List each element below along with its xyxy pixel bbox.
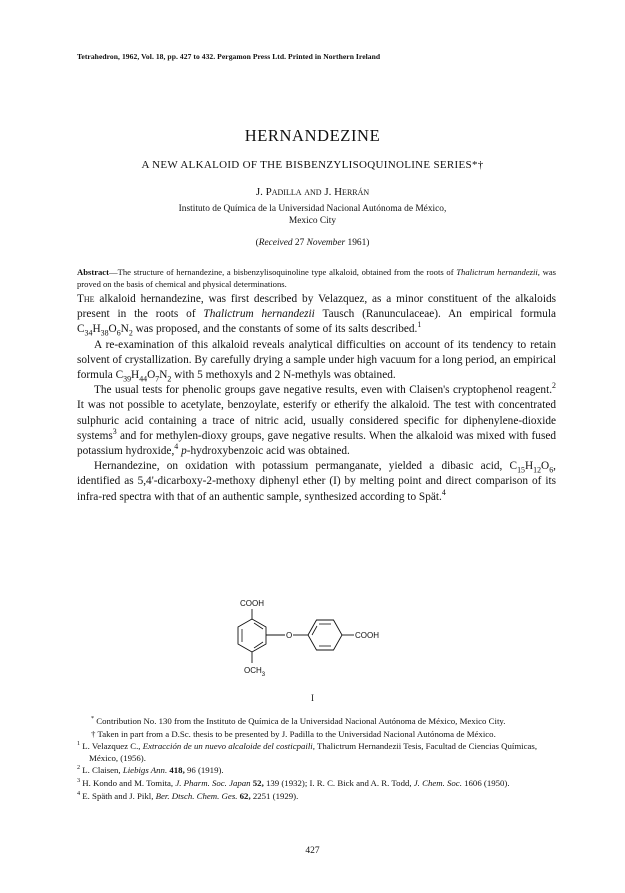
journal-citation-line: Tetrahedron, 1962, Vol. 18, pp. 427 to 432. Pergamon Press Ltd. Printed in Northern Ireland	[77, 52, 381, 61]
p1-lead: The	[77, 293, 95, 305]
abstract-dash: —	[108, 267, 118, 277]
affiliation	[0, 203, 625, 227]
p3-text: and for methylen-dioxy groups, gave negative results. When the alkaloid was mixed with fused potassium hydroxide,	[77, 429, 556, 458]
reference-4	[77, 791, 556, 803]
reference-volume: 62,	[237, 790, 251, 801]
reference-journal: Liebigs Ann.	[122, 765, 168, 776]
reference-volume: 418,	[167, 765, 185, 776]
received-date	[0, 238, 625, 248]
reference-marker: 2	[552, 381, 556, 391]
p4-text: Hernandezine, on oxidation with potassium permanganate, yielded a dibasic acid, C	[94, 460, 518, 473]
reference-journal: Ber. Dtsch. Chem. Ges.	[155, 790, 238, 801]
received-label: Received	[258, 238, 293, 248]
formula-subscript: 39	[123, 374, 132, 384]
received-month: November	[306, 238, 346, 248]
reference-marker: 3	[112, 427, 117, 437]
article-body	[77, 292, 556, 505]
reference-volume: 52,	[250, 777, 264, 788]
reference-marker: 4	[441, 487, 446, 497]
received-year: 1961)	[345, 238, 370, 248]
p1-species: Thalictrum hernandezii	[203, 308, 315, 321]
chemical-structure-diagram	[232, 597, 402, 707]
reference-number: 4	[77, 790, 81, 797]
reference-journal: J. Chem. Soc.	[413, 777, 462, 788]
formula-subscript: 15	[517, 465, 525, 475]
reference-marker: 4	[174, 442, 179, 452]
reference-3	[77, 778, 556, 790]
footnotes	[77, 716, 556, 803]
paragraph-4	[77, 459, 556, 505]
reference-marker: 1	[417, 320, 422, 330]
formula-subscript: 34	[84, 328, 93, 338]
abstract-species: Thalictrum hernandezii	[456, 267, 538, 277]
p2-text: A re-examination of this alkaloid reveals analytical difficulties on account of its tendency to retain solvent of crystallization. By carefully drying a sample under high vacuum for a long period, an empirical formula C	[77, 338, 556, 382]
p1-text: N	[120, 323, 129, 336]
p2-text: with 5 methoxyls and 2 N-methyls was obtained.	[171, 369, 396, 382]
double-bond	[254, 642, 263, 648]
double-bond	[254, 623, 263, 629]
formula-subscript: 44	[139, 374, 148, 384]
abstract	[77, 266, 556, 290]
formula-subscript: 7	[155, 374, 160, 384]
footnote-dagger	[77, 729, 556, 741]
received-open: (	[255, 238, 259, 248]
article-subtitle: A NEW ALKALOID OF THE BISBENZYLISOQUINOLINE SERIES*†	[141, 159, 484, 171]
reference-text: 2251 (1929).	[250, 790, 299, 801]
reference-title: Extracción de un nuevo alcaloide del costicpaili,	[142, 741, 315, 752]
p2-text: O	[147, 369, 156, 382]
reference-text: L. Velazquez C.,	[80, 741, 143, 752]
reference-number: 1	[77, 741, 81, 748]
received-day: 27	[292, 238, 307, 248]
p3-text: -hydroxybenzoic acid was obtained.	[186, 445, 350, 458]
compound-number: I	[311, 693, 314, 703]
reference-journal: J. Pharm. Soc. Japan	[175, 777, 251, 788]
reference-text: 139 (1932); I. R. C. Bick and A. R. Todd,	[263, 777, 414, 788]
methoxy-subscript: 3	[261, 672, 266, 678]
article-title: HERNANDEZINE	[244, 126, 381, 145]
p3-para-prefix: p	[181, 445, 187, 458]
formula-subscript: 6	[116, 328, 121, 338]
p1-text: O	[108, 323, 117, 336]
formula-subscript: 12	[533, 465, 542, 475]
reference-text: Thalictrum Hernandezii Tesis, Facultad de Ciencias Químicas, México, (1956).	[89, 741, 538, 763]
footnote-mark: †	[91, 728, 96, 739]
p3-text: The usual tests for phenolic groups gave negative results, even with Claisen's cryptophenol reagent.	[94, 384, 553, 397]
footnote-text: Contribution No. 130 from the Instituto de Química de la Universidad Nacional Autónoma de México, Mexico City.	[94, 716, 506, 726]
reference-2	[77, 765, 556, 777]
p3-text: It was not possible to acetylate, benzoylate, esterify or etherify the alkaloid. The test with concentrated sulphuric acid containing a trace of nitric acid, usually considered specific for diphenylene-dioxide systems	[77, 399, 556, 442]
reference-text: E. Späth and J. Pikl,	[80, 790, 156, 801]
reference-text: H. Kondo and M. Tomita,	[80, 777, 176, 788]
author-line: J. Padilla and J. Herrán	[255, 186, 370, 198]
p2-text: N	[159, 369, 168, 382]
paragraph-2	[77, 338, 556, 384]
abstract-text-1: The structure of hernandezine, a bisbenzylisoquinoline type alkaloid, obtained from the roots of	[117, 267, 457, 277]
p1-text: H	[92, 323, 101, 336]
p4-text: H	[524, 460, 534, 473]
affiliation-line-2: Mexico City	[288, 216, 337, 226]
p1-text: was proposed, and the constants of some of its salts described.	[132, 323, 418, 336]
abstract-text-2: , was proved on the basis of chemical and physical determinations.	[77, 267, 556, 289]
cooh-right-label: COOH	[355, 631, 379, 640]
footnote-text: Taken in part from a D.Sc. thesis to be presented by J. Padilla to the Universidad Nacional Autónoma de México.	[95, 728, 496, 739]
formula-subscript: 2	[128, 328, 133, 338]
p4-text: O	[541, 460, 550, 473]
benzene-ring-right	[308, 620, 342, 650]
abstract-label: Abstract	[77, 267, 109, 277]
paragraph-3	[77, 383, 556, 459]
cooh-top-label: COOH	[240, 599, 264, 608]
methoxy-label	[244, 666, 266, 678]
affiliation-line-1: Instituto de Química de la Universidad Nacional Autónoma de México,	[178, 204, 447, 214]
formula-subscript: 2	[167, 374, 172, 384]
reference-number: 3	[77, 778, 81, 785]
ether-oxygen-label: O	[286, 631, 293, 640]
p2-text: H	[131, 369, 140, 382]
paragraph-1	[77, 292, 556, 338]
reference-text: L. Claisen,	[80, 765, 123, 776]
p4-text: , identified as 5,4'-dicarboxy-2-methoxy diphenyl ether (I) by melting point and direct comparison of its infra-red spectra with that of an authentic sample, synthesized according to Spät.	[77, 460, 556, 503]
formula-subscript: 6	[549, 465, 554, 475]
reference-text: 96 (1919).	[184, 765, 224, 776]
reference-text: 1606 (1950).	[461, 777, 510, 788]
p1-text: alkaloid hernandezine, was first described by Velazquez, as a minor constituent of the alkaloids present in the roots of	[77, 293, 556, 321]
methoxy-text: OCH	[244, 666, 262, 675]
p1-text: Tausch (Ranunculaceae). An empirical formula C	[77, 308, 556, 336]
footnote-mark: *	[91, 716, 95, 723]
reference-number: 2	[77, 765, 81, 772]
formula-subscript: 38	[100, 328, 109, 338]
reference-1	[77, 741, 556, 764]
footnote-star	[77, 716, 556, 728]
page-number: 427	[305, 846, 320, 856]
